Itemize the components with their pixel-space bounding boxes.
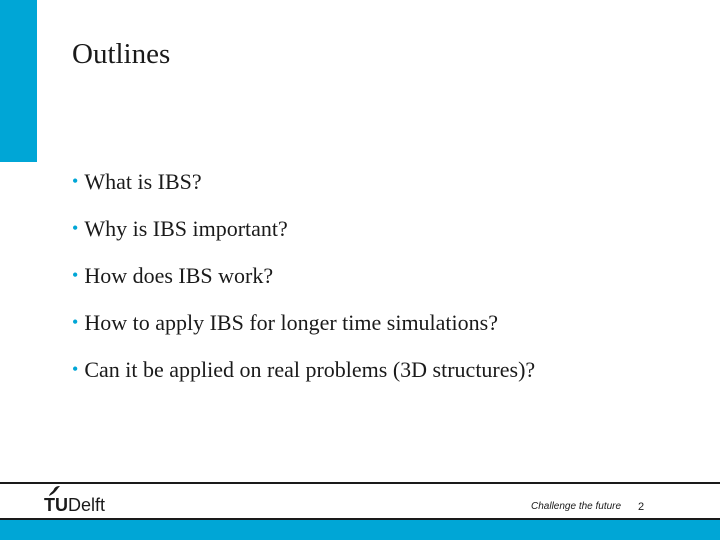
bullet-item — [72, 252, 535, 299]
bullet-text: What is IBS? — [84, 168, 202, 194]
slide-title: Outlines — [72, 38, 171, 70]
bullet-text: How to apply IBS for longer time simulations? — [84, 309, 498, 335]
bullet-item — [72, 158, 535, 205]
tu-delft-logo — [44, 488, 105, 516]
page-number: 2 — [638, 501, 645, 513]
bullet-dot-icon: • — [72, 171, 79, 191]
bullet-text: How does IBS work? — [84, 262, 274, 288]
bullet-dot-icon: • — [72, 265, 79, 285]
bullet-item — [72, 346, 535, 393]
logo-delft-text: Delft — [68, 495, 106, 515]
accent-sidebar — [0, 0, 37, 162]
bullet-item — [72, 205, 535, 252]
bullet-item — [72, 299, 535, 346]
bullet-text: Can it be applied on real problems (3D structures)? — [84, 356, 536, 382]
bottom-accent-strip — [0, 518, 720, 540]
logo-tu-text: TU — [44, 495, 68, 516]
bullet-dot-icon: • — [72, 359, 79, 379]
bullet-dot-icon: • — [72, 218, 79, 238]
flame-icon — [47, 485, 61, 497]
bottom-strip-border — [0, 518, 720, 520]
bullet-dot-icon: • — [72, 312, 79, 332]
tagline: Challenge the future — [531, 501, 622, 512]
footer-divider — [37, 482, 720, 484]
bullet-list — [72, 158, 535, 393]
bullet-text: Why is IBS important? — [84, 215, 288, 241]
footer-divider-left — [0, 482, 37, 484]
